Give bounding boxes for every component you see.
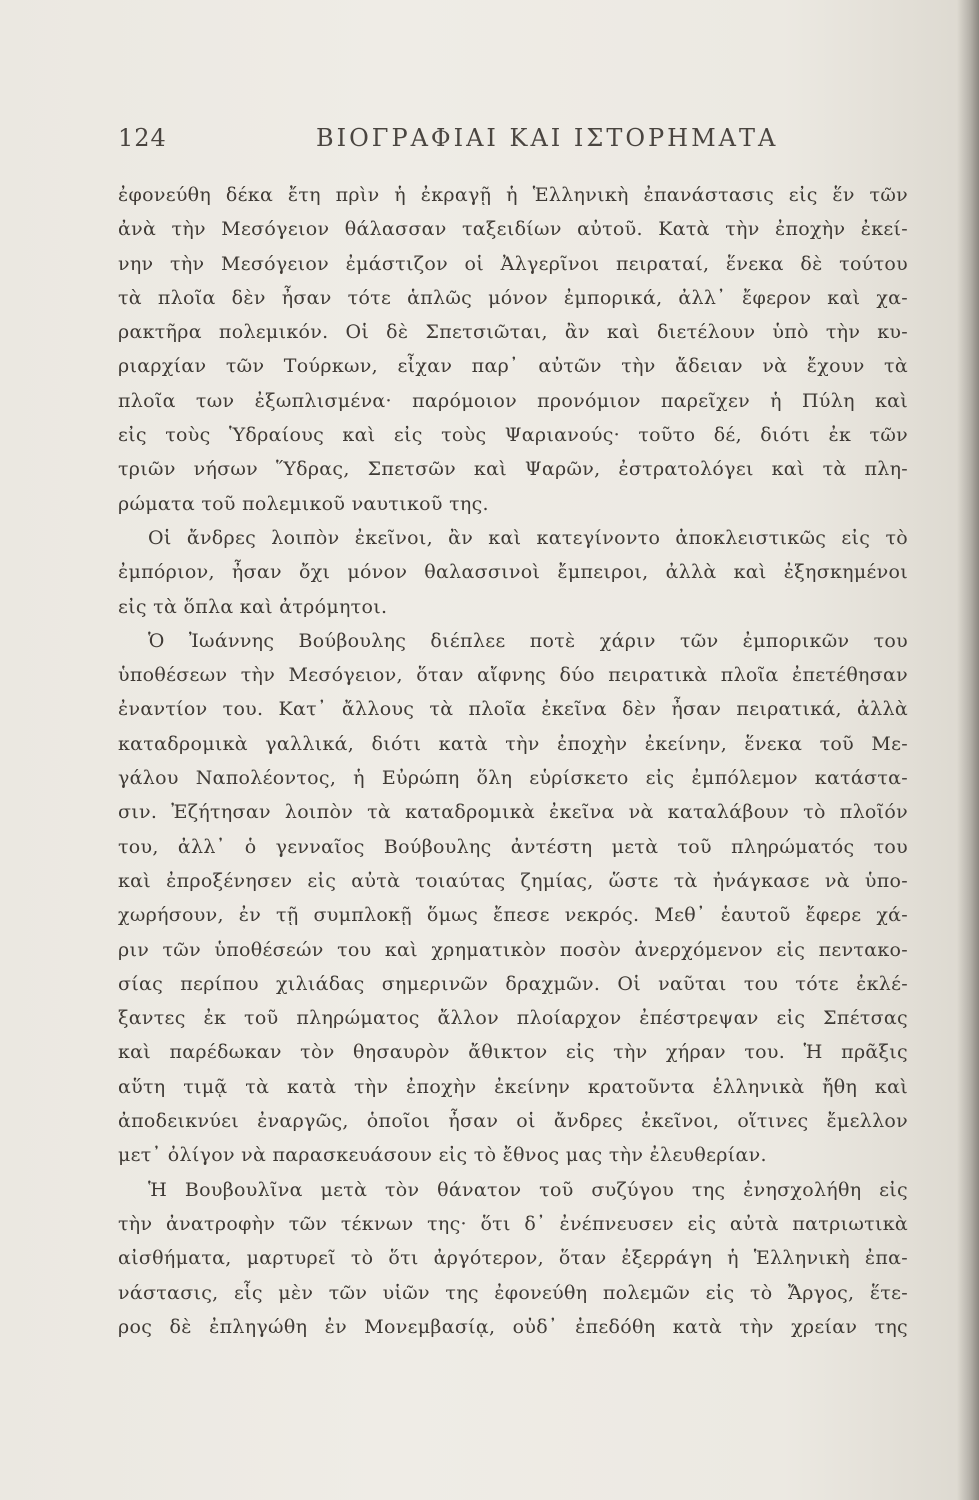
text-line: Ἡ Βουβουλῖνα μετὰ τὸν θάνατον τοῦ συζύγου της ἐνησχολήθη εἰς [148, 1178, 908, 1201]
text-line: εἰς τὰ ὅπλα καὶ ἀτρόμητοι. [118, 595, 388, 618]
page-header [118, 112, 908, 162]
text-line: τὰ πλοῖα δὲν ἦσαν τότε ἁπλῶς μόνον ἐμπορικά, ἀλλ᾽ ἔφερον καὶ χα- [118, 286, 908, 309]
text-line: ριν τῶν ὑποθέσεών του καὶ χρηματικὸν ποσὸν ἀνερχόμενον εἰς πεντακο- [118, 938, 908, 961]
text-line: ριαρχίαν τῶν Τούρκων, εἶχαν παρ᾽ αὐτῶν τὴν ἄδειαν νὰ ἔχουν τὰ [118, 355, 908, 378]
text-line: σίας περίπου χιλιάδας σημερινῶν δραχμῶν. Οἱ ναῦται του τότε ἐκλέ- [118, 972, 908, 995]
text-line: ρος δὲ ἐπληγώθη ἐν Μονεμβασίᾳ, οὐδ᾽ ἐπεδόθη κατὰ τὴν χρείαν της [118, 1315, 908, 1338]
text-line: πλοῖα των ἐξωπλισμένα· παρόμοιον προνόμιον παρεῖχεν ἡ Πύλη καὶ [118, 389, 908, 412]
text-line: μετ᾽ ὀλίγον νὰ παρασκευάσουν εἰς τὸ ἔθνος μας τὴν ἐλευθερίαν. [118, 1144, 767, 1167]
text-line: ρώματα τοῦ πολεμικοῦ ναυτικοῦ της. [118, 492, 489, 515]
text-line: ξαντες ἐκ τοῦ πληρώματος ἄλλον πλοίαρχον ἐπέστρεψαν εἰς Σπέτσας [118, 1007, 908, 1030]
page-edge-shadow [957, 0, 979, 1500]
text-line: τὴν ἀνατροφὴν τῶν τέκνων της· ὅτι δ᾽ ἐνέπνευσεν εἰς αὐτὰ πατριωτικὰ [118, 1212, 908, 1235]
text-line: Ὁ Ἰωάννης Βούβουλης διέπλεε ποτὲ χάριν τῶν ἐμπορικῶν του [148, 629, 908, 652]
text-line: νην τὴν Μεσόγειον ἐμάστιζον οἱ Ἀλγερῖνοι πειραταί, ἕνεκα δὲ τούτου [118, 252, 908, 275]
text-line: σιν. Ἐζήτησαν λοιπὸν τὰ καταδρομικὰ ἐκεῖνα νὰ καταλάβουν τὸ πλοῖόν [118, 801, 908, 824]
text-line: γάλου Ναπολέοντος, ἡ Εὐρώπη ὅλη εὑρίσκετο εἰς ἐμπόλεμον κατάστα- [118, 767, 908, 790]
text-line: νάστασις, εἷς μὲν τῶν υἱῶν της ἐφονεύθη πολεμῶν εἰς τὸ Ἄργος, ἕτε- [118, 1281, 908, 1304]
text-line: καὶ παρέδωκαν τὸν θησαυρὸν ἄθικτον εἰς τὴν χήραν του. Ἡ πρᾶξις [118, 1041, 908, 1064]
text-line: ρακτῆρα πολεμικόν. Οἱ δὲ Σπετσιῶται, ἂν καὶ διετέλουν ὑπὸ τὴν κυ- [118, 321, 908, 344]
text-line: ἐναντίον του. Κατ᾽ ἄλλους τὰ πλοῖα ἐκεῖνα δὲν ἦσαν πειρατικά, ἀλλὰ [118, 698, 908, 721]
text-line: τριῶν νήσων Ὕδρας, Σπετσῶν καὶ Ψαρῶν, ἐστρατολόγει καὶ τὰ πλη- [118, 458, 908, 481]
page-number: 124 [118, 124, 167, 152]
text-line: ἀνὰ τὴν Μεσόγειον θάλασσαν ταξειδίων αὐτοῦ. Κατὰ τὴν ἐποχὴν ἐκεί- [118, 218, 908, 241]
text-line: ὑποθέσεων τὴν Μεσόγειον, ὅταν αἴφνης δύο πειρατικὰ πλοῖα ἐπετέθησαν [118, 664, 908, 687]
text-line: ἐμπόριον, ἦσαν ὄχι μόνον θαλασσινοὶ ἔμπειροι, ἀλλὰ καὶ ἐξησκημένοι [118, 561, 908, 584]
text-line: αἰσθήματα, μαρτυρεῖ τὸ ὅτι ἀργότερον, ὅταν ἐξερράγη ἡ Ἑλληνικὴ ἐπα- [118, 1247, 908, 1270]
running-title: ΒΙΟΓΡΑΦΙΑΙ ΚΑΙ ΙΣΤΟΡΗΜΑΤΑ [316, 124, 779, 152]
text-line: ἐφονεύθη δέκα ἔτη πρὶν ἡ ἐκραγῇ ἡ Ἑλληνικὴ ἐπανάστασις εἰς ἕν τῶν [118, 184, 908, 206]
text-line: χωρήσουν, ἐν τῇ συμπλοκῇ ὅμως ἔπεσε νεκρός. Μεθ᾽ ἑαυτοῦ ἔφερε χά- [118, 904, 908, 927]
text-line: καὶ ἐπροξένησεν εἰς αὐτὰ τοιαύτας ζημίας, ὥστε τὰ ἠνάγκασε νὰ ὑπο- [118, 869, 908, 892]
text-line: εἰς τοὺς Ὑδραίους καὶ εἰς τοὺς Ψαριανούς· τοῦτο δέ, διότι ἐκ τῶν [118, 424, 908, 447]
text-line: καταδρομικὰ γαλλικά, διότι κατὰ τὴν ἐποχὴν ἐκείνην, ἕνεκα τοῦ Με- [118, 732, 908, 755]
text-line: Οἱ ἄνδρες λοιπὸν ἐκεῖνοι, ἂν καὶ κατεγίνοντο ἀποκλειστικῶς εἰς τὸ [148, 526, 908, 549]
text-line: ἀποδεικνύει ἐναργῶς, ὁποῖοι ἦσαν οἱ ἄνδρες ἐκεῖνοι, οἵτινες ἔμελλον [118, 1110, 908, 1133]
text-line: αὕτη τιμᾷ τὰ κατὰ τὴν ἐποχὴν ἐκείνην κρατοῦντα ἑλληνικὰ ἤθη καὶ [118, 1075, 908, 1098]
body-text [118, 178, 908, 1344]
text-line: του, ἀλλ᾽ ὁ γενναῖος Βούβουλης ἀντέστη μετὰ τοῦ πληρώματός του [118, 835, 908, 858]
